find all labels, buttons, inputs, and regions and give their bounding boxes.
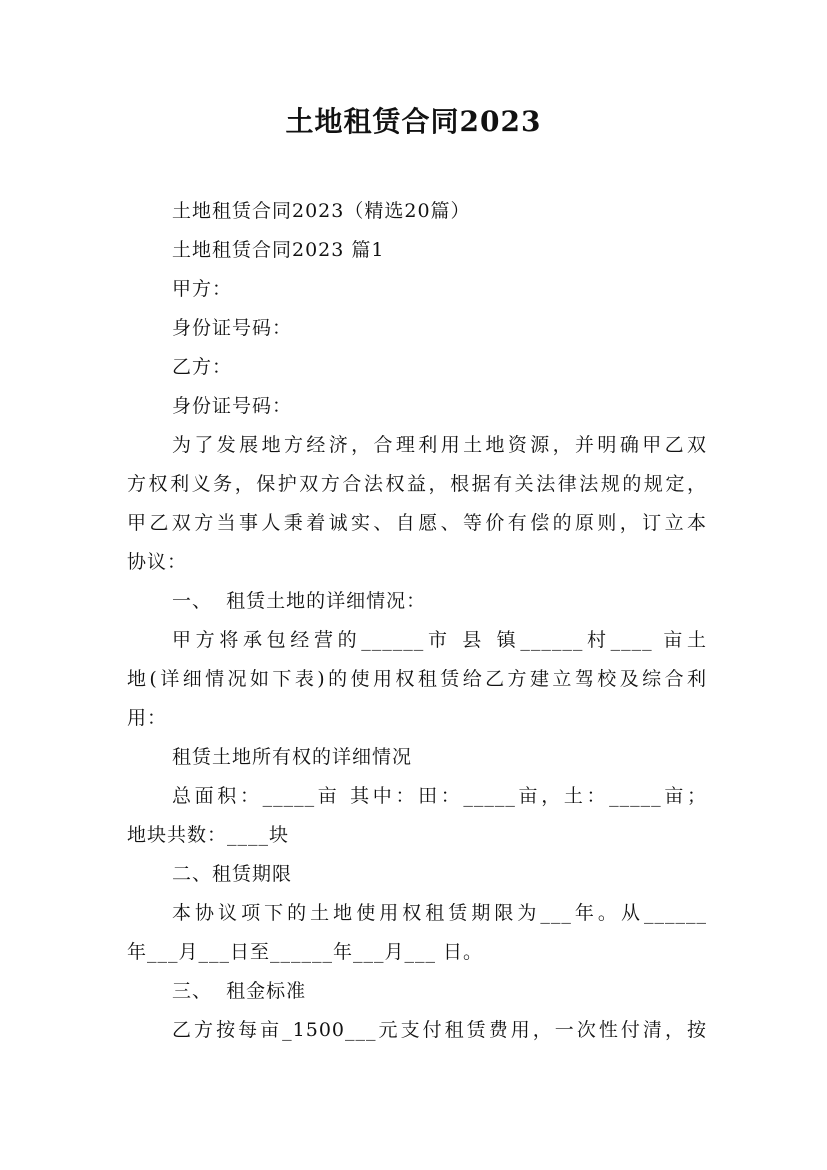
paragraph-line: 总面积：_____亩 其中：田：_____亩，土：_____亩； bbox=[172, 785, 707, 807]
paragraph-line: 甲乙双方当事人秉着诚实、自愿、等价有偿的原则，订立本 bbox=[127, 512, 707, 534]
paragraph-line: 本协议项下的土地使用权租赁期限为___年。从______ bbox=[172, 902, 707, 924]
paragraph-line: 为了发展地方经济，合理利用土地资源，并明确甲乙双 bbox=[172, 434, 707, 456]
subtitle-line: 土地租赁合同2023（精选20篇） bbox=[172, 200, 471, 222]
party-a-id-label: 身份证号码： bbox=[172, 317, 293, 339]
party-b-id-label: 身份证号码： bbox=[172, 395, 293, 417]
paragraph-line: 年___月___日至______年___月___ 日。 bbox=[127, 941, 484, 963]
paragraph-line: 乙方按每亩_1500___元支付租赁费用，一次性付清，按 bbox=[172, 1019, 707, 1041]
clause-heading: 三、 租金标准 bbox=[172, 980, 307, 1002]
party-b-label: 乙方： bbox=[172, 356, 233, 378]
section-heading: 土地租赁合同2023 篇1 bbox=[172, 239, 385, 261]
document-title: 土地租赁合同2023 bbox=[285, 105, 542, 138]
paragraph-line: 地块共数：____块 bbox=[127, 824, 290, 846]
paragraph-line: 甲方将承包经营的______市 县 镇______村____ 亩土 bbox=[172, 629, 707, 651]
paragraph-line: 地(详细情况如下表)的使用权租赁给乙方建立驾校及综合利 bbox=[127, 668, 707, 690]
paragraph-line: 协议： bbox=[127, 551, 188, 573]
clause-heading: 二、租赁期限 bbox=[172, 863, 293, 885]
clause-heading: 一、 租赁土地的详细情况： bbox=[172, 590, 427, 612]
paragraph-line: 用： bbox=[127, 707, 168, 729]
paragraph-line: 方权利义务，保护双方合法权益，根据有关法律法规的规定， bbox=[127, 473, 707, 495]
paragraph-line: 租赁土地所有权的详细情况 bbox=[172, 746, 413, 768]
party-a-label: 甲方： bbox=[172, 278, 233, 300]
